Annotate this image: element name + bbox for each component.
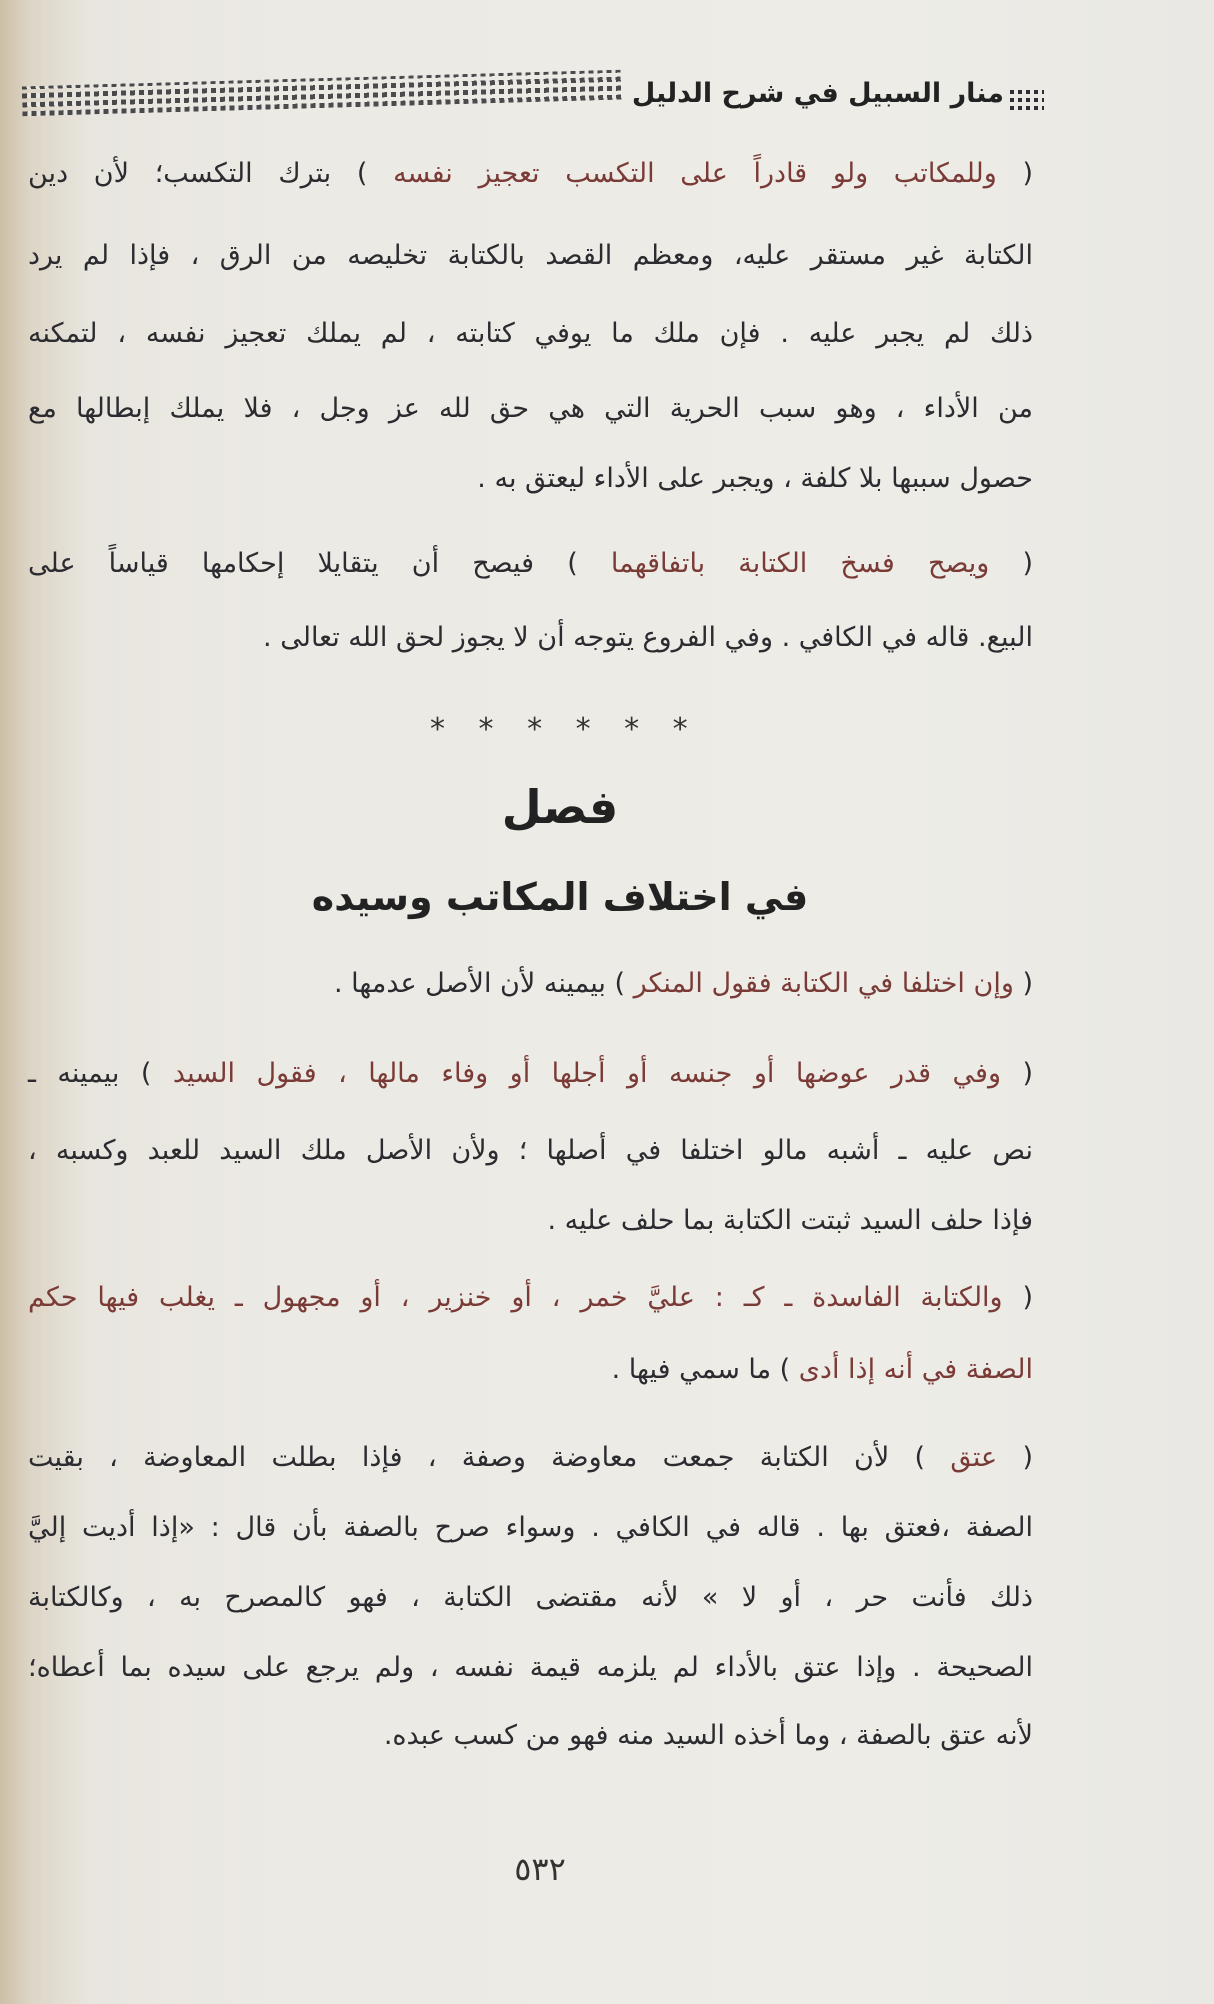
commentary-text: نص عليه ـ أشبه مالو اختلفا في أصلها ؛ ولأن الأصل ملك السيد للعبد وكسبه ، <box>28 1135 1033 1166</box>
text-line <box>28 318 1033 349</box>
commentary-text: ( <box>1013 968 1033 999</box>
commentary-text: الصحيحة . وإذا عتق بالأداء لم يلزمه قيمة نفسه ، ولم يرجع على سيده بما أعطاه؛ <box>28 1652 1033 1683</box>
text-line <box>28 1282 1033 1313</box>
text-line <box>28 1512 1033 1543</box>
text-line <box>28 1135 1033 1166</box>
text-line <box>28 158 1033 189</box>
commentary-text: الكتابة غير مستقر عليه، ومعظم القصد بالكتابة تخليصه من الرق ، فإذا لم يرد <box>28 240 1033 271</box>
commentary-text: ذلك فأنت حر ، أو لا » لأنه مقتضى الكتابة ، فهو كالمصرح به ، وكالكتابة <box>28 1582 1033 1613</box>
commentary-text: ( <box>996 158 1034 189</box>
text-line <box>28 393 1033 424</box>
commentary-text: ( <box>989 548 1033 579</box>
commentary-text: ) فيصح أن يتقايلا إحكامها قياساً على <box>28 548 611 579</box>
text-line <box>28 1442 1033 1473</box>
commentary-text: ) بترك التكسب؛ لأن دين <box>28 158 394 189</box>
commentary-text: من الأداء ، وهو سبب الحرية التي هي حق لله عز وجل ، فلا يملك إبطالها مع <box>28 393 1033 424</box>
text-line <box>28 1058 1033 1089</box>
running-header-title: منار السبيل في شرح الدليل <box>631 78 1004 109</box>
matn-text: عتق <box>950 1442 998 1473</box>
matn-text: والكتابة الفاسدة ـ كـ : عليَّ خمر ، أو خنزير ، أو مجهول ـ يغلب فيها حكم <box>28 1282 1003 1313</box>
matn-text: وإن اختلفا في الكتابة فقول المنكر <box>633 968 1014 999</box>
commentary-text: ذلك لم يجبر عليه . فإن ملك ما يوفي كتابته ، لم يملك تعجيز نفسه ، لتمكنه <box>28 318 1033 349</box>
commentary-text: ( <box>1000 1058 1033 1089</box>
matn-text: وفي قدر عوضها أو جنسه أو أجلها أو وفاء مالها ، فقول السيد <box>172 1058 1001 1089</box>
commentary-text: البيع. قاله في الكافي . وفي الفروع يتوجه أن لا يجوز لحق الله تعالى . <box>263 622 1033 653</box>
text-line <box>28 968 1033 999</box>
section-heading: فصل <box>501 780 619 834</box>
commentary-text: ) لأن الكتابة جمعت معاوضة وصفة ، فإذا بطلت المعاوضة ، بقيت <box>28 1442 951 1473</box>
commentary-text: الصفة ،فعتق بها . قاله في الكافي . وسواء صرح بالصفة بأن قال : «إذا أديت إليَّ <box>28 1512 1033 1543</box>
text-line <box>28 1652 1033 1683</box>
text-line <box>28 1720 1033 1751</box>
commentary-text: حصول سببها بلا كلفة ، ويجبر على الأداء ليعتق به . <box>477 463 1033 494</box>
header-ornament-icon <box>1010 88 1044 110</box>
section-separator: * * * * * * <box>430 712 700 747</box>
text-line <box>28 1205 1033 1236</box>
text-line <box>28 548 1033 579</box>
commentary-text: ( <box>997 1442 1033 1473</box>
page-number: ٥٣٢ <box>514 1850 566 1888</box>
matn-text: وللمكاتب ولو قادراً على التكسب تعجيز نفسه <box>393 158 997 189</box>
matn-text: الصفة في أنه إذا أدى <box>798 1354 1033 1385</box>
commentary-text: ) ما سمي فيها . <box>611 1354 799 1385</box>
commentary-text: ( <box>1002 1282 1033 1313</box>
text-line <box>28 240 1033 271</box>
commentary-text: لأنه عتق بالصفة ، وما أخذه السيد منه فهو من كسب عبده. <box>383 1720 1033 1751</box>
commentary-text: ) بيمينه ـ <box>28 1058 173 1089</box>
text-line <box>28 622 1033 653</box>
header-decorative-band <box>22 70 623 117</box>
text-line <box>28 1582 1033 1613</box>
commentary-text: فإذا حلف السيد ثبتت الكتابة بما حلف عليه . <box>547 1205 1033 1236</box>
text-line <box>28 1354 1033 1385</box>
text-line <box>28 463 1033 494</box>
section-subtitle: في اختلاف المكاتب وسيده <box>311 875 809 919</box>
matn-text: ويصح فسخ الكتابة باتفاقهما <box>610 548 990 579</box>
commentary-text: ) بيمينه لأن الأصل عدمها . <box>334 968 634 999</box>
